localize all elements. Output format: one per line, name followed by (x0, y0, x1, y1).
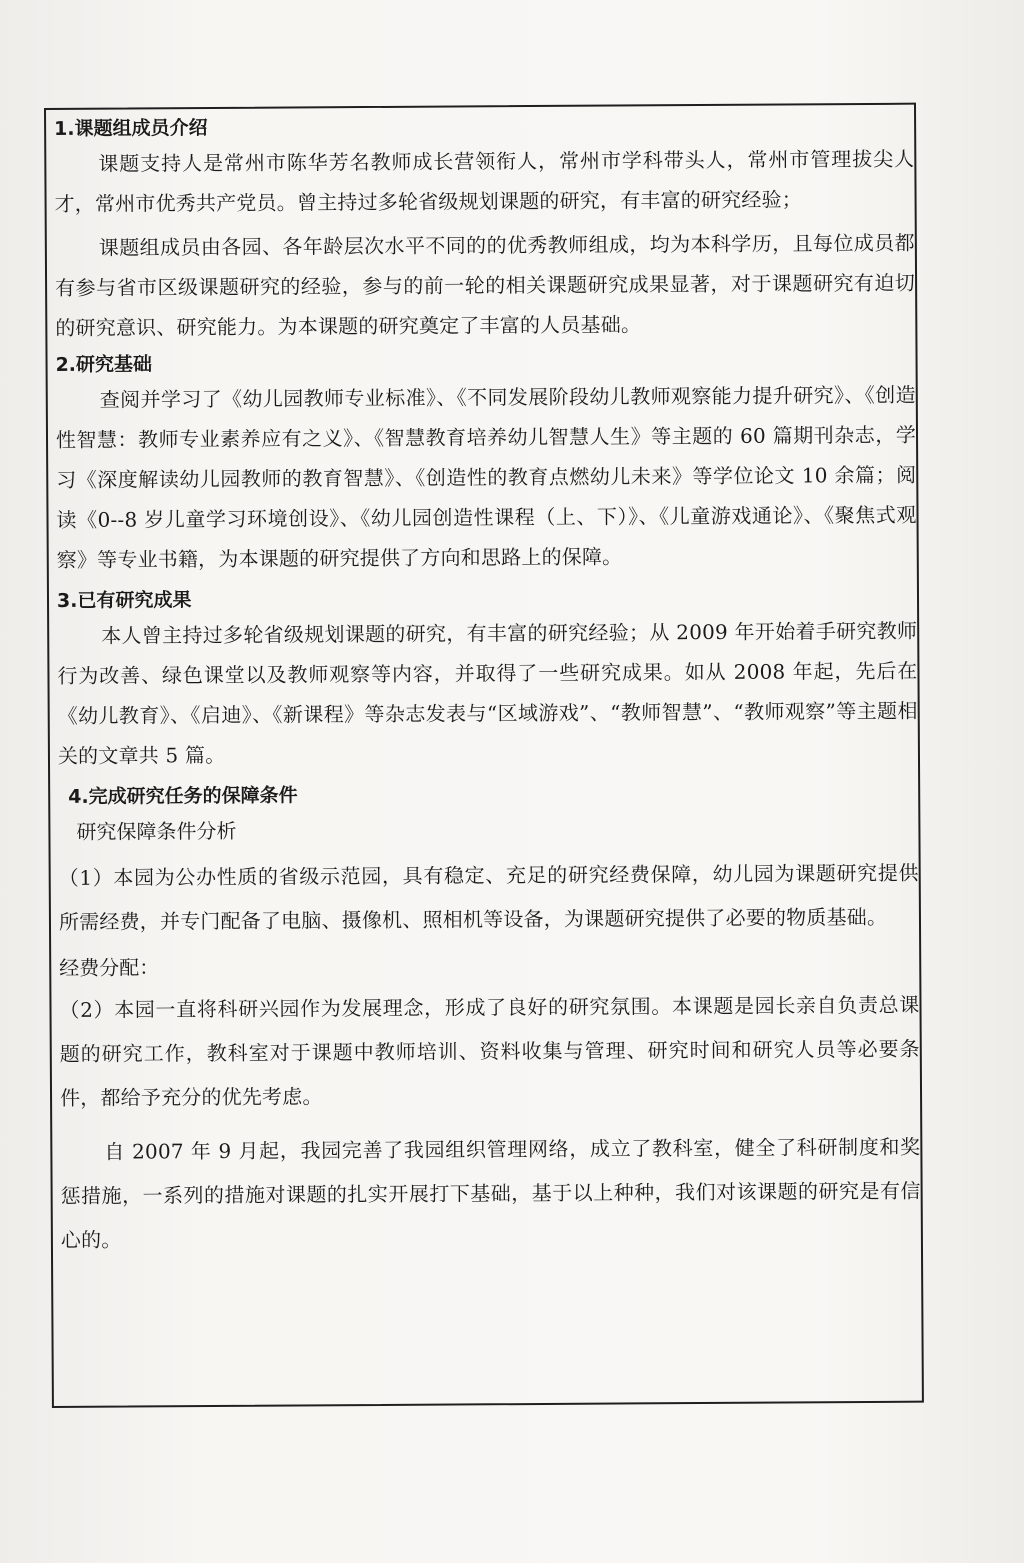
section-heading-members: 1.课题组成员介绍 (54, 117, 208, 140)
document-content (54, 107, 921, 1262)
subheading-conditions-analysis: 研究保障条件分析 (76, 818, 237, 844)
paragraph-condition-1: （1）本园为公办性质的省级示范园，具有稳定、充足的研究经费保障，幼儿园为课题研究提供所需经费，并专门配备了电脑、摄像机、照相机等设备，为课题研究提供了必要的物质基础。 (58, 860, 919, 934)
paragraph-results: 本人曾主持过多轮省级规划课题的研究，有丰富的研究经验；从 2009 年开始着手研究教师行为改善、绿色课堂以及教师观察等内容，并取得了一些研究成果。如从 2008 年起，先后在《幼儿教育》、《启迪》、《新课程》等杂志发表与“区域游戏”、“教师智慧”、“教师观察”等主题相关的文章共 5 篇。 (57, 618, 918, 768)
section-heading-conditions: 4.完成研究任务的保障条件 (68, 784, 298, 808)
funding-label: 经费分配： (59, 955, 160, 980)
paragraph-closing: 自 2007 年 9 月起，我园完善了我园组织管理网络，成立了教科室，健全了科研制度和奖惩措施，一系列的措施对课题的扎实开展打下基础，基于以上种种，我们对该课题的研究是有信心的。 (60, 1134, 921, 1252)
paragraph-members-group: 课题组成员由各园、各年龄层次水平不同的的优秀教师组成，均为本科学历，且每位成员都有参与省市区级课题研究的经验，参与的前一轮的相关课题研究成果显著，对于课题研究有迫切的研究意识、研究能力。为本课题的研究奠定了丰富的人员基础。 (55, 230, 916, 340)
paragraph-condition-2: （2）本园一直将科研兴园作为发展理念，形成了良好的研究氛围。本课题是园长亲自负责总课题的研究工作，教科室对于课题中教师培训、资料收集与管理、研究时间和研究人员等必要条件，都给予充分的优先考虑。 (59, 992, 920, 1110)
paragraph-members-leader: 课题支持人是常州市陈华芳名教师成长营领衔人，常州市学科带头人，常州市管理拔尖人才，常州市优秀共产党员。曾主持过多轮省级规划课题的研究，有丰富的研究经验； (54, 146, 915, 216)
paragraph-basis: 查阅并学习了《幼儿园教师专业标准》、《不同发展阶段幼儿教师观察能力提升研究》、《创造性智慧：教师专业素养应有之义》、《智慧教育培养幼儿智慧人生》等主题的 60 篇期刊杂志，学习《深度解读幼儿园教师的教育智慧》、《创造性的教育点燃幼儿未来》等学位论文 10 余篇；阅读《0--8 岁儿童学习环境创设》、《幼儿园创造性课程（上、下）》、《儿童游戏通论》、《聚焦式观察》等专业书籍，为本课题的研究提供了方向和思路上的保障。 (55, 382, 917, 572)
section-heading-results: 3.已有研究成果 (56, 589, 192, 612)
section-heading-basis: 2.研究基础 (55, 353, 153, 376)
